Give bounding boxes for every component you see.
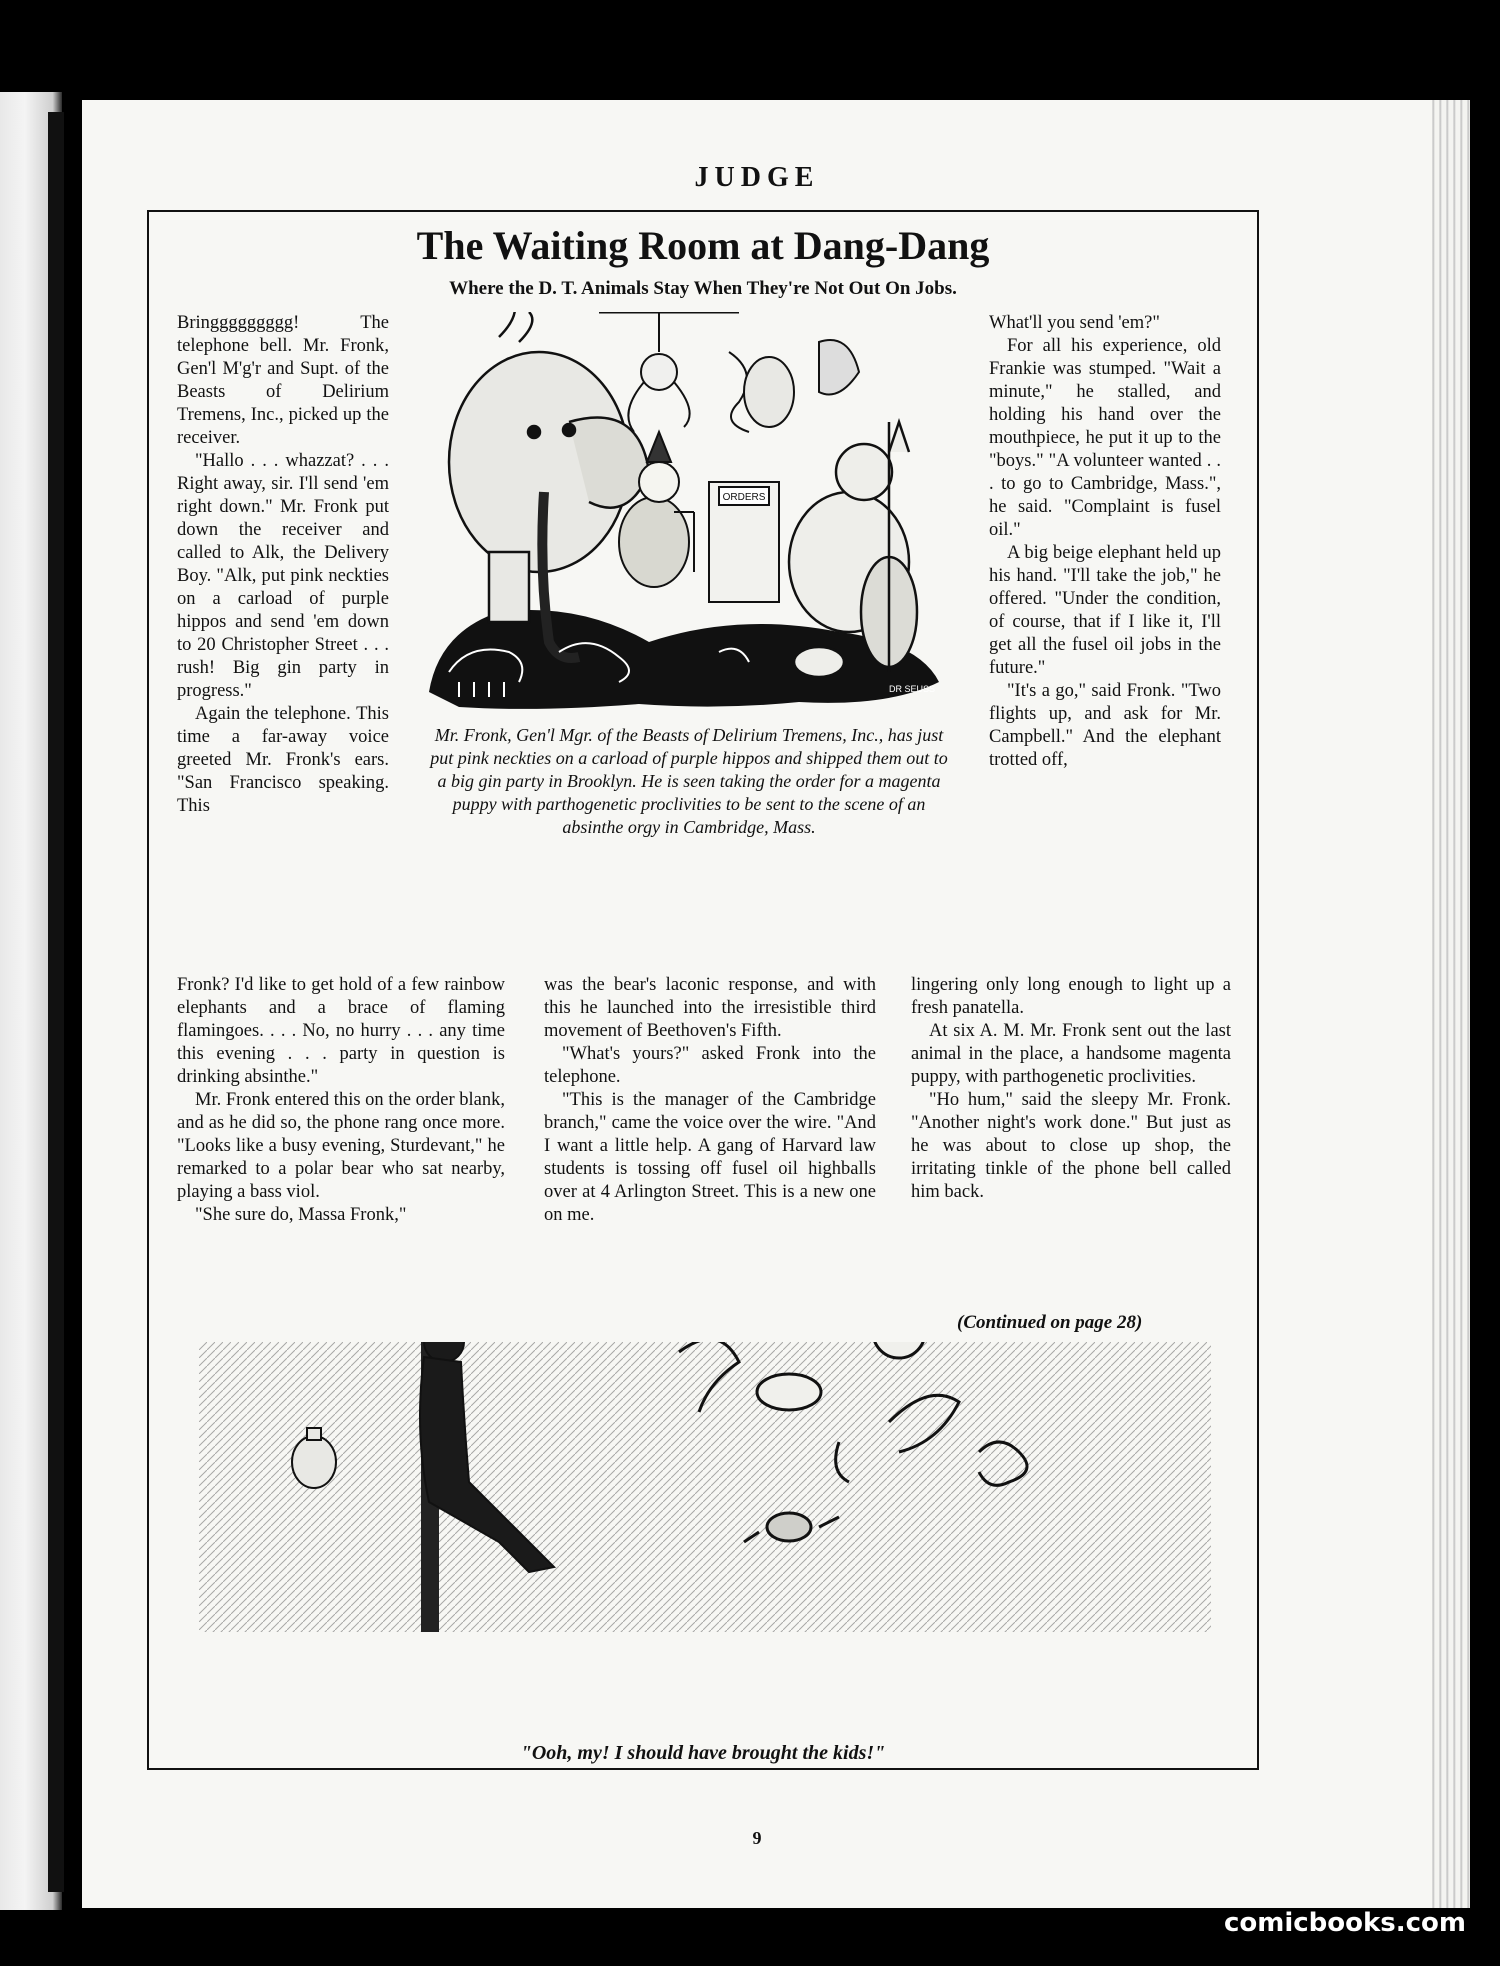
column-3 <box>989 312 1221 772</box>
illustration-caption: Mr. Fronk, Gen'l Mgr. of the Beasts of Delirium Tremens, Inc., has just put pink neckties on a carload of purple hippos and shipped them out to a big gin party in Brooklyn. He is seen taking the order for a magenta puppy with parthogenetic proclivities to be sent to the scene of an absinthe orgy in Cambridge, Mass. <box>430 725 948 837</box>
paragraph: Bringgggggggg! The telephone bell. Mr. Fronk, Gen'l M'g'r and Supt. of the Beasts of Delirium Tremens, Inc., picked up the receiver. <box>177 313 389 448</box>
column-3b <box>911 974 1231 1204</box>
artist-signature: DR SEUSS <box>889 684 936 694</box>
waiting-room-illustration <box>419 312 959 712</box>
paragraph: "Ho hum," said the sleepy Mr. Fronk. "Another night's work done." But just as he was about to close up shop, the irritating tinkle of the phone bell called him back. <box>911 1090 1231 1202</box>
paragraph: Fronk? I'd like to get hold of a few rainbow elephants and a brace of flaming flamingoes. . . . No, no hurry . . . any time this evening . . . party in question is drinking absinthe." <box>177 975 505 1087</box>
cartoon-caption: "Ooh, my! I should have brought the kids!" <box>520 1742 886 1764</box>
book-spine <box>48 112 64 1892</box>
paragraph: A big beige elephant held up his hand. "I'll take the job," he offered. "Under the condition, of course, that if I like it, I'll get all the fusel oil jobs in the future." <box>989 543 1221 678</box>
magazine-page <box>82 100 1432 1908</box>
paragraph: Again the telephone. This time a far-away voice greeted Mr. Fronk's ears. "San Francisco speaking. This <box>177 704 389 816</box>
paragraph: "It's a go," said Fronk. "Two flights up, and ask for Mr. Campbell." And the elephant trotted off, <box>989 681 1221 770</box>
paragraph: What'll you send 'em?" <box>989 313 1160 333</box>
paragraph: "She sure do, Massa Fronk," <box>195 1205 407 1225</box>
lamppost-illustration <box>199 1342 1211 1632</box>
paragraph: Mr. Fronk entered this on the order blank, and as he did so, the phone rang once more. "Looks like a busy evening, Sturdevant," he remarked to a polar bear who sat nearby, playing a bass viol. <box>177 1090 505 1202</box>
page-number: 9 <box>752 1828 762 1848</box>
orders-sign: ORDERS <box>722 492 766 503</box>
column-1b <box>177 974 505 1227</box>
article-subtitle: Where the D. T. Animals Stay When They're Not Out On Jobs. <box>449 278 957 299</box>
left-page-edge <box>0 92 62 1910</box>
column-1 <box>177 312 389 818</box>
paragraph: "This is the manager of the Cambridge branch," came the voice over the wire. "And I want a little help. A gang of Harvard law students is tossing off fusel oil highballs over at 4 Arlington Street. This is a new one on me. <box>544 1090 876 1225</box>
continued-note: (Continued on page 28) <box>957 1312 1143 1333</box>
paragraph: lingering only long enough to light up a fresh panatella. <box>911 975 1231 1018</box>
article-title: The Waiting Room at Dang-Dang <box>416 223 990 268</box>
paragraph: At six A. M. Mr. Fronk sent out the last animal in the place, a handsome magenta puppy, with parthogenetic proclivities. <box>911 1021 1231 1087</box>
site-watermark: comicbooks.com <box>1223 1908 1466 1938</box>
paragraph: "Hallo . . . whazzat? . . . Right away, sir. I'll send 'em right down." Mr. Fronk put down the receiver and called to Alk, the Delivery Boy. "Alk, put pink neckties on a carload of purple hippos and send 'em down to 20 Christopher Street . . . rush! Big gin party in progress." <box>177 451 389 701</box>
masthead: JUDGE <box>694 162 820 193</box>
article-frame <box>147 210 1259 1770</box>
paragraph: was the bear's laconic response, and with this he launched into the irresistible third movement of Beethoven's Fifth. <box>544 975 876 1041</box>
paragraph: For all his experience, old Frankie was stumped. "Wait a minute," he stalled, and holding his hand over the mouthpiece, he put it up to the "boys." "A volunteer wanted . . . to go to Cambridge, Mass.", he said. "Complaint is fusel oil." <box>989 336 1221 540</box>
paragraph: "What's yours?" asked Fronk into the telephone. <box>544 1044 876 1087</box>
column-2 <box>544 974 876 1227</box>
